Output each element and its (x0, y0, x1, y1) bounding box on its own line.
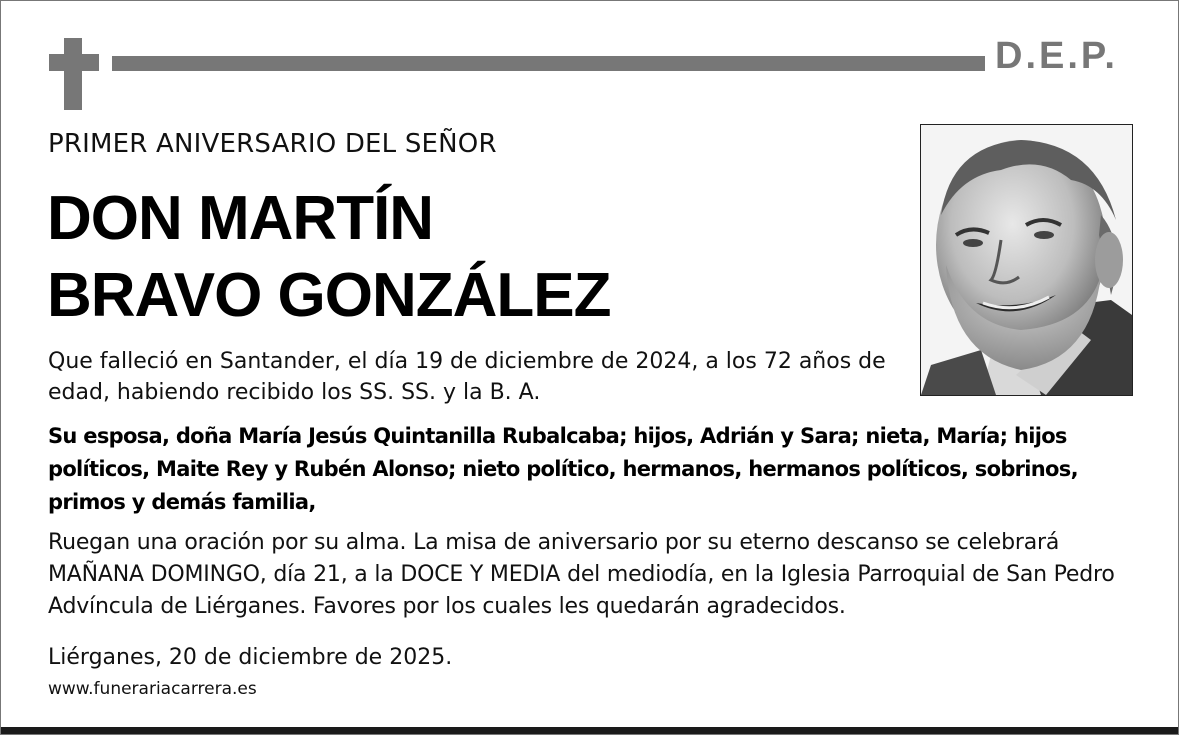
bottom-rule (1, 727, 1178, 734)
death-details: Que falleció en Santander, el día 19 de diciembre de 2024, a los 72 años de edad, habiendo recibido los SS. SS. y la B. A. (48, 349, 886, 405)
cross-vertical-bar (64, 38, 82, 110)
deceased-name-line-2: BRAVO GONZÁLEZ (47, 261, 611, 330)
deceased-name-line-1: DON MARTÍN (47, 184, 434, 253)
funeral-home-website: www.funerariacarrera.es (48, 679, 257, 699)
mass-announcement: Ruegan una oración por su alma. La misa de aniversario por su eterno descanso se celebrará MAÑANA DOMINGO, día 21, a la DOCE Y MEDIA del mediodía, en la Iglesia Parroquial de San Pedro Advíncula de Liérganes. Favores por los cuales les quedarán agradecidos. (48, 530, 1115, 619)
header-rule (112, 56, 985, 71)
portrait-illustration (921, 125, 1132, 395)
notice-subtitle: PRIMER ANIVERSARIO DEL SEÑOR (48, 129, 497, 159)
place-and-date: Liérganes, 20 de diciembre de 2025. (48, 645, 453, 670)
deceased-portrait (920, 124, 1133, 396)
family-members: Su esposa, doña María Jesús Quintanilla Rubalcaba; hijos, Adrián y Sara; nieta, María; hijos políticos, Maite Rey y Rubén Alonso; nieto político, hermanos, hermanos políticos, sobrinos, primos y demás familia, (48, 424, 1078, 514)
dep-label: D.E.P. (995, 35, 1118, 77)
cross-horizontal-bar (49, 54, 99, 71)
